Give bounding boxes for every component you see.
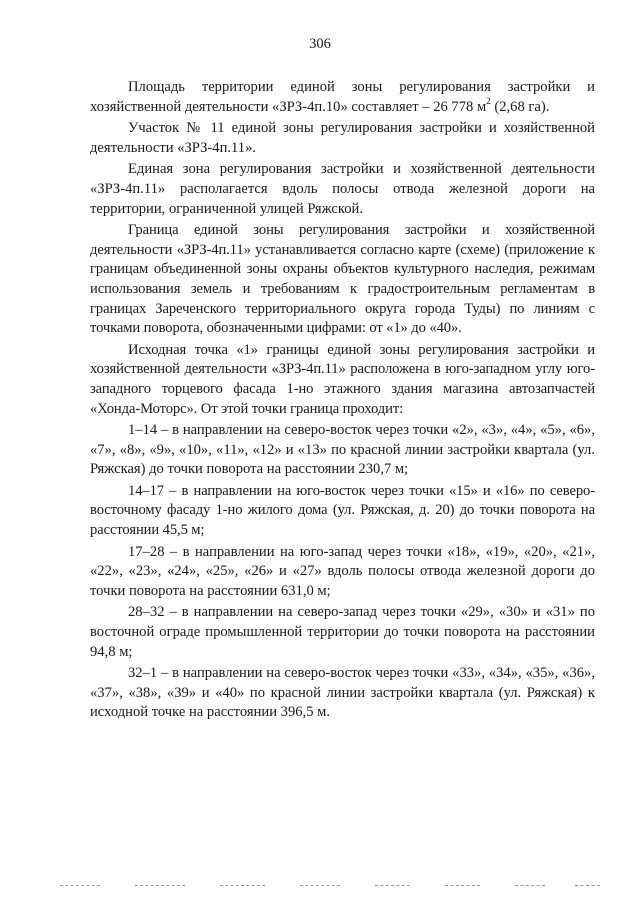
paragraph-section-title: Участок № 11 единой зоны регулирования застройки и хозяйственной деятельности «ЗРЗ-4п.11». [90, 120, 595, 156]
paragraph-area-tail: (2,68 га). [490, 98, 550, 115]
scan-mark [375, 885, 410, 886]
paragraph-segment-32-1: 32–1 – в направлении на северо-восток через точки «33», «34», «35», «36», «37», «38», «39» и «40» по красной линии застройки квартала (ул. Ряжская) к исходной точке на расстоянии 396,5 м. [90, 665, 595, 721]
scan-mark [445, 885, 480, 886]
page-number: 306 [309, 36, 331, 52]
paragraph-start-point: Исходная точка «1» границы единой зоны регулирования застройки и хозяйственной деятельности «ЗРЗ-4п.11» расположена в юго-западном углу юго-западного торцевого фасада 1-но этажного здания магазина автозапчастей «Хонда-Моторс». От этой точки граница проходит: [90, 341, 595, 417]
paragraph-segment-17-28: 17–28 – в направлении на юго-запад через точки «18», «19», «20», «21», «22», «23», «24», «25», «26» и «27» вдоль полосы отвода железной дороги до точки поворота на расстоянии 631,0 м; [90, 543, 595, 599]
document-body [90, 78, 595, 725]
paragraph-location: Единая зона регулирования застройки и хозяйственной деятельности «ЗРЗ-4п.11» располагается вдоль полосы отвода железной дороги на территории, ограниченной улицей Ряжской. [90, 161, 595, 217]
scan-mark [515, 885, 545, 886]
scan-mark [300, 885, 340, 886]
paragraph-area [90, 78, 595, 117]
paragraph-area-text: Площадь территории единой зоны регулирования застройки и хозяйственной деятельности «ЗРЗ-4п.10» составляет – 26 778 м [90, 79, 595, 115]
scan-mark [60, 885, 100, 886]
paragraph-segment-14-17: 14–17 – в направлении на юго-восток через точки «15» и «16» по северо-восточному фасаду 1-но жилого дома (ул. Ряжская, д. 20) до точки поворота на расстоянии 45,5 м; [90, 482, 595, 539]
scan-mark [135, 885, 185, 886]
scan-mark [575, 885, 600, 886]
paragraph-segment-1-14: 1–14 – в направлении на северо-восток через точки «2», «3», «4», «5», «6», «7», «8», «9», «10», «11», «12» и «13» по красной линии застройки квартала (ул. Ряжская) до точки поворота на расстоянии 230,7 м; [90, 422, 595, 478]
superscript-unit: 2 [486, 95, 491, 106]
scan-mark [220, 885, 265, 886]
footer-scan-marks [60, 885, 600, 889]
paragraph-boundary: Граница единой зоны регулирования застройки и хозяйственной деятельности «ЗРЗ-4п.11» устанавливается согласно карте (схеме) (приложение к границам объединенной зоны охраны объектов культурного наследия, режимам использования земель и требованиям к градостроительным регламентам в границах Зареченского территориального округа города Туды) по линиям с точками поворота, обозначенными цифрами: от «1» до «40». [90, 222, 595, 337]
paragraph-segment-28-32: 28–32 – в направлении на северо-запад через точки «29», «30» и «31» по восточной ограде промышленной территории до точки поворота на расстоянии 94,8 м; [90, 604, 595, 660]
